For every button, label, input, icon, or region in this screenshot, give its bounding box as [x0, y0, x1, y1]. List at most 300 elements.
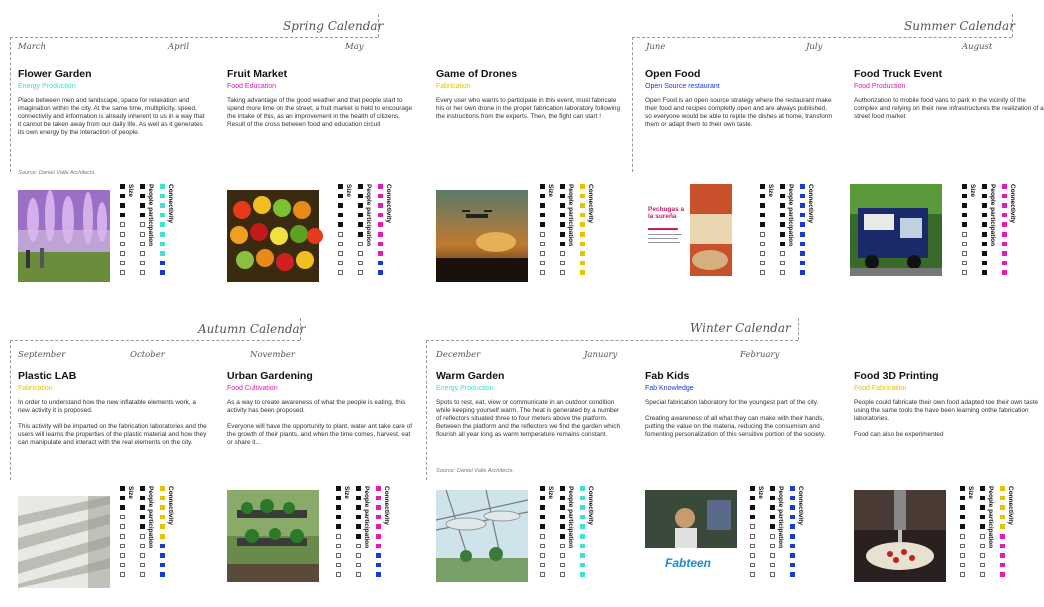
size-column [750, 486, 764, 584]
rating-square [580, 553, 585, 558]
connectivity-column-label: Connectivity [383, 486, 390, 526]
rating-square [560, 184, 565, 189]
printing-photo [854, 490, 946, 582]
rating-square [540, 222, 545, 227]
rating-square [980, 505, 985, 510]
rating-square [338, 222, 343, 227]
rating-square [980, 496, 985, 501]
rating-chart [120, 486, 186, 584]
rating-square [982, 232, 987, 237]
connectivity-column [1002, 184, 1016, 282]
month-november: November [250, 350, 295, 360]
rating-square [140, 553, 145, 558]
rating-square [540, 184, 545, 189]
rating-square [378, 213, 383, 218]
connectivity-column [1000, 486, 1014, 584]
card-description: Taking advantage of the good weather and that people start to spend more time on the street, a fruit market is held to encourage the intake of this, as an improvement in the health of citizens. Result of the cross between food and education circuit [227, 97, 413, 128]
size-column [962, 184, 976, 282]
rating-square [800, 222, 805, 227]
rating-square [580, 261, 585, 266]
rating-square [160, 222, 165, 227]
rating-square [356, 486, 361, 491]
month-july: July [806, 42, 823, 52]
month-april: April [168, 42, 190, 52]
rating-square [160, 572, 165, 577]
card-category: Food Cultivation [227, 385, 278, 392]
rating-square [356, 524, 361, 529]
rating-square [540, 505, 545, 510]
rating-square [160, 261, 165, 266]
rating-square [356, 496, 361, 501]
rating-square [140, 261, 145, 266]
rating-square [140, 251, 145, 256]
rating-square [540, 572, 545, 577]
rating-square [338, 270, 343, 275]
spring-frame-top [10, 37, 378, 38]
rating-square [980, 544, 985, 549]
card-title: Fab Kids [645, 370, 690, 382]
truck-photo [850, 184, 942, 276]
rating-square [120, 572, 125, 577]
rating-square [780, 213, 785, 218]
people-participation-column [356, 486, 370, 584]
connectivity-column [160, 486, 174, 584]
rating-square [580, 572, 585, 577]
rating-square [960, 544, 965, 549]
rating-square [336, 496, 341, 501]
size-column [120, 486, 134, 584]
rating-square [770, 496, 775, 501]
rating-square [780, 222, 785, 227]
rating-square [580, 544, 585, 549]
winter-title: Winter Calendar [690, 321, 791, 335]
card-category: Energy Production [18, 83, 76, 90]
rating-square [338, 261, 343, 266]
rating-square [800, 261, 805, 266]
winter-frame-top [426, 340, 798, 341]
rating-chart [540, 184, 606, 282]
rating-square [376, 496, 381, 501]
rating-square [140, 232, 145, 237]
rating-square [962, 270, 967, 275]
size-column-label: Size [547, 486, 554, 500]
rating-square [160, 563, 165, 568]
rating-square [560, 242, 565, 247]
summer-title: Summer Calendar [904, 19, 1015, 33]
rating-square [790, 553, 795, 558]
size-column-label: Size [757, 486, 764, 500]
rating-square [560, 534, 565, 539]
rating-square [790, 534, 795, 539]
rating-square [780, 270, 785, 275]
rating-square [960, 515, 965, 520]
rating-square [120, 544, 125, 549]
size-column-label: Size [969, 184, 976, 198]
rating-square [1002, 222, 1007, 227]
rating-square [980, 524, 985, 529]
wisteria-photo [18, 190, 110, 282]
card-title: Flower Garden [18, 68, 92, 80]
card-description: As a way to create awareness of what the people is eating, this activity has been proposed. Everyone will have the opportunity to plant, water ant take care of the growth of their plants, and when the time comes, harvest, eat or share it... [227, 399, 413, 446]
rating-square [790, 505, 795, 510]
rating-square [1002, 242, 1007, 247]
rating-square [760, 242, 765, 247]
rating-square [770, 553, 775, 558]
rating-square [580, 515, 585, 520]
rating-square [336, 572, 341, 577]
rating-square [1000, 544, 1005, 549]
rating-square [960, 572, 965, 577]
winter-frame-right [798, 318, 799, 340]
connectivity-column [160, 184, 174, 282]
rating-square [962, 184, 967, 189]
rating-square [540, 270, 545, 275]
card-title: Urban Gardening [227, 370, 313, 382]
rating-square [982, 203, 987, 208]
autumn-title: Autumn Calendar [198, 322, 306, 336]
rating-square [540, 261, 545, 266]
card-category: Food Production [854, 83, 906, 90]
rating-square [750, 572, 755, 577]
rating-square [540, 563, 545, 568]
rating-square [780, 261, 785, 266]
rating-square [750, 486, 755, 491]
rating-square [580, 496, 585, 501]
connectivity-column [800, 184, 814, 282]
rating-square [982, 194, 987, 199]
rating-square [750, 553, 755, 558]
image-source: Source: Daniel Valle Architects. [18, 170, 96, 176]
rating-square [1002, 203, 1007, 208]
rating-square [1002, 194, 1007, 199]
rating-square [120, 563, 125, 568]
rating-square [800, 242, 805, 247]
rating-square [140, 222, 145, 227]
size-column [338, 184, 352, 282]
rating-square [160, 270, 165, 275]
people-participation-column-label: People participation [365, 184, 372, 247]
size-column [760, 184, 774, 282]
rating-square [960, 505, 965, 510]
recipe-title-text: Pechugas a la sureña [648, 206, 685, 220]
rating-square [790, 524, 795, 529]
rating-square [580, 242, 585, 247]
month-september: September [18, 350, 66, 360]
size-column-label: Size [343, 486, 350, 500]
rating-chart [336, 486, 402, 584]
rating-square [540, 194, 545, 199]
rating-square [750, 524, 755, 529]
rating-square [356, 534, 361, 539]
rating-square [160, 213, 165, 218]
connectivity-column [376, 486, 390, 584]
rating-square [376, 544, 381, 549]
rating-square [120, 213, 125, 218]
rating-square [358, 203, 363, 208]
card-title: Food Truck Event [854, 68, 943, 80]
rating-square [140, 242, 145, 247]
rating-square [336, 534, 341, 539]
connectivity-column-label: Connectivity [587, 184, 594, 224]
rating-square [378, 222, 383, 227]
size-column-label: Size [127, 184, 134, 198]
card-title: Fruit Market [227, 68, 288, 80]
rating-square [960, 486, 965, 491]
rating-square [120, 232, 125, 237]
warm-photo [436, 490, 528, 582]
month-january: January [584, 350, 618, 360]
card-description: People could fabricate their own food adapted toe their own taste using the same tools the have been learning onthe fabrication laboratories. Food can also be experimented [854, 399, 1039, 438]
rating-square [962, 213, 967, 218]
rating-square [336, 505, 341, 510]
rating-square [790, 563, 795, 568]
rating-square [770, 572, 775, 577]
rating-square [120, 184, 125, 189]
rating-square [760, 232, 765, 237]
rating-square [540, 544, 545, 549]
rating-square [800, 270, 805, 275]
garden-photo [227, 490, 319, 582]
people-participation-column [358, 184, 372, 282]
autumn-frame-top [10, 340, 300, 341]
rating-square [790, 544, 795, 549]
rating-square [1002, 184, 1007, 189]
connectivity-column [580, 184, 594, 282]
month-december: December [436, 350, 481, 360]
rating-square [376, 534, 381, 539]
rating-square [160, 505, 165, 510]
card-category: Open Source restaurant [645, 83, 720, 90]
month-february: February [740, 350, 780, 360]
rating-square [1000, 486, 1005, 491]
rating-square [540, 496, 545, 501]
rating-square [1000, 505, 1005, 510]
rating-square [1000, 534, 1005, 539]
rating-square [120, 524, 125, 529]
rating-square [980, 515, 985, 520]
rating-square [120, 194, 125, 199]
rating-square [160, 515, 165, 520]
rating-chart [120, 184, 186, 282]
rating-square [120, 203, 125, 208]
rating-square [140, 184, 145, 189]
rating-square [358, 261, 363, 266]
rating-square [580, 203, 585, 208]
rating-square [580, 486, 585, 491]
rating-square [800, 251, 805, 256]
rating-square [560, 572, 565, 577]
people-participation-column-label: People participation [987, 486, 994, 549]
rating-square [338, 194, 343, 199]
rating-square [960, 524, 965, 529]
rating-square [760, 222, 765, 227]
rating-square [790, 515, 795, 520]
rating-square [120, 505, 125, 510]
rating-square [338, 251, 343, 256]
rating-square [560, 213, 565, 218]
rating-square [160, 544, 165, 549]
rating-square [338, 213, 343, 218]
rating-square [376, 563, 381, 568]
rating-square [960, 553, 965, 558]
rating-square [540, 524, 545, 529]
month-august: August [962, 42, 993, 52]
rating-square [580, 270, 585, 275]
rating-square [338, 184, 343, 189]
rating-square [140, 213, 145, 218]
rating-square [560, 486, 565, 491]
card-title: Game of Drones [436, 68, 518, 80]
rating-square [760, 251, 765, 256]
people-participation-column-label: People participation [777, 486, 784, 549]
rating-square [336, 486, 341, 491]
rating-square [750, 496, 755, 501]
rating-square [560, 261, 565, 266]
card-category: Fabrication [436, 83, 471, 90]
month-march: March [18, 42, 47, 52]
rating-square [960, 534, 965, 539]
card-description: In order to understand how the new inflatable elements work, a new activity it is proposed. This activity will be imparted on the fabrication laboratories and the users will learns the properties of the plastic material and how they can manipulate and interact with the real elements on the city. [18, 399, 207, 446]
rating-square [580, 251, 585, 256]
rating-square [780, 203, 785, 208]
card-title: Food 3D Printing [854, 370, 939, 382]
rating-square [160, 251, 165, 256]
rating-square [338, 203, 343, 208]
recipe-photo [640, 184, 732, 276]
people-participation-column-label: People participation [147, 184, 154, 247]
rating-square [760, 184, 765, 189]
rating-square [580, 524, 585, 529]
rating-square [140, 203, 145, 208]
rating-square [780, 242, 785, 247]
plastic-photo [18, 496, 110, 588]
rating-square [560, 505, 565, 510]
rating-square [378, 270, 383, 275]
rating-square [982, 251, 987, 256]
rating-square [356, 572, 361, 577]
rating-square [980, 572, 985, 577]
connectivity-column-label: Connectivity [1009, 184, 1016, 224]
rating-square [960, 563, 965, 568]
connectivity-column [580, 486, 594, 584]
rating-square [560, 270, 565, 275]
rating-square [376, 524, 381, 529]
rating-square [962, 242, 967, 247]
rating-square [540, 486, 545, 491]
rating-square [780, 194, 785, 199]
rating-square [790, 572, 795, 577]
rating-square [770, 563, 775, 568]
rating-square [120, 515, 125, 520]
rating-chart [338, 184, 404, 282]
rating-square [580, 534, 585, 539]
rating-square [560, 203, 565, 208]
rating-square [980, 553, 985, 558]
rating-square [140, 563, 145, 568]
rating-square [770, 524, 775, 529]
card-description: Open Food is an open source strategy where the restaurant make their food and recipes completly open and are always published, so everyone would be able to repite the dishes at home, transform them or adapt them to their own taste. [645, 97, 833, 128]
rating-square [358, 242, 363, 247]
rating-square [750, 505, 755, 510]
rating-square [1002, 270, 1007, 275]
connectivity-column-label: Connectivity [797, 486, 804, 526]
rating-square [1000, 572, 1005, 577]
rating-square [800, 184, 805, 189]
spring-frame-left [10, 37, 11, 172]
rating-square [1000, 524, 1005, 529]
rating-square [358, 194, 363, 199]
rating-square [120, 270, 125, 275]
rating-square [378, 203, 383, 208]
rating-square [140, 505, 145, 510]
rating-square [580, 563, 585, 568]
rating-square [560, 232, 565, 237]
rating-square [120, 553, 125, 558]
rating-square [358, 251, 363, 256]
rating-square [540, 251, 545, 256]
people-participation-column [140, 486, 154, 584]
rating-square [980, 563, 985, 568]
people-participation-column-label: People participation [147, 486, 154, 549]
connectivity-column [790, 486, 804, 584]
rating-square [760, 270, 765, 275]
rating-square [160, 242, 165, 247]
rating-square [580, 194, 585, 199]
rating-square [120, 251, 125, 256]
rating-square [378, 242, 383, 247]
rating-square [378, 232, 383, 237]
rating-square [140, 486, 145, 491]
spring-title: Spring Calendar [283, 19, 384, 33]
people-participation-column-label: People participation [787, 184, 794, 247]
rating-square [560, 544, 565, 549]
rating-chart [760, 184, 826, 282]
connectivity-column-label: Connectivity [1007, 486, 1014, 526]
card-title: Warm Garden [436, 370, 505, 382]
rating-square [1002, 251, 1007, 256]
connectivity-column-label: Connectivity [167, 486, 174, 526]
rating-square [780, 251, 785, 256]
rating-square [356, 515, 361, 520]
card-category: Food Education [227, 83, 277, 90]
rating-chart [750, 486, 816, 584]
people-participation-column [980, 486, 994, 584]
rating-square [540, 242, 545, 247]
rating-square [378, 184, 383, 189]
size-column [120, 184, 134, 282]
rating-square [770, 505, 775, 510]
rating-square [160, 524, 165, 529]
rating-square [1002, 213, 1007, 218]
rating-square [140, 544, 145, 549]
rating-square [580, 213, 585, 218]
rating-square [160, 486, 165, 491]
rating-square [120, 496, 125, 501]
rating-square [560, 563, 565, 568]
rating-square [800, 232, 805, 237]
rating-square [750, 544, 755, 549]
size-column-label: Size [767, 184, 774, 198]
rating-square [982, 270, 987, 275]
rating-square [560, 553, 565, 558]
rating-square [140, 270, 145, 275]
rating-square [140, 515, 145, 520]
rating-square [800, 194, 805, 199]
autumn-frame-left [10, 340, 11, 480]
rating-square [338, 242, 343, 247]
rating-square [358, 270, 363, 275]
rating-square [540, 213, 545, 218]
